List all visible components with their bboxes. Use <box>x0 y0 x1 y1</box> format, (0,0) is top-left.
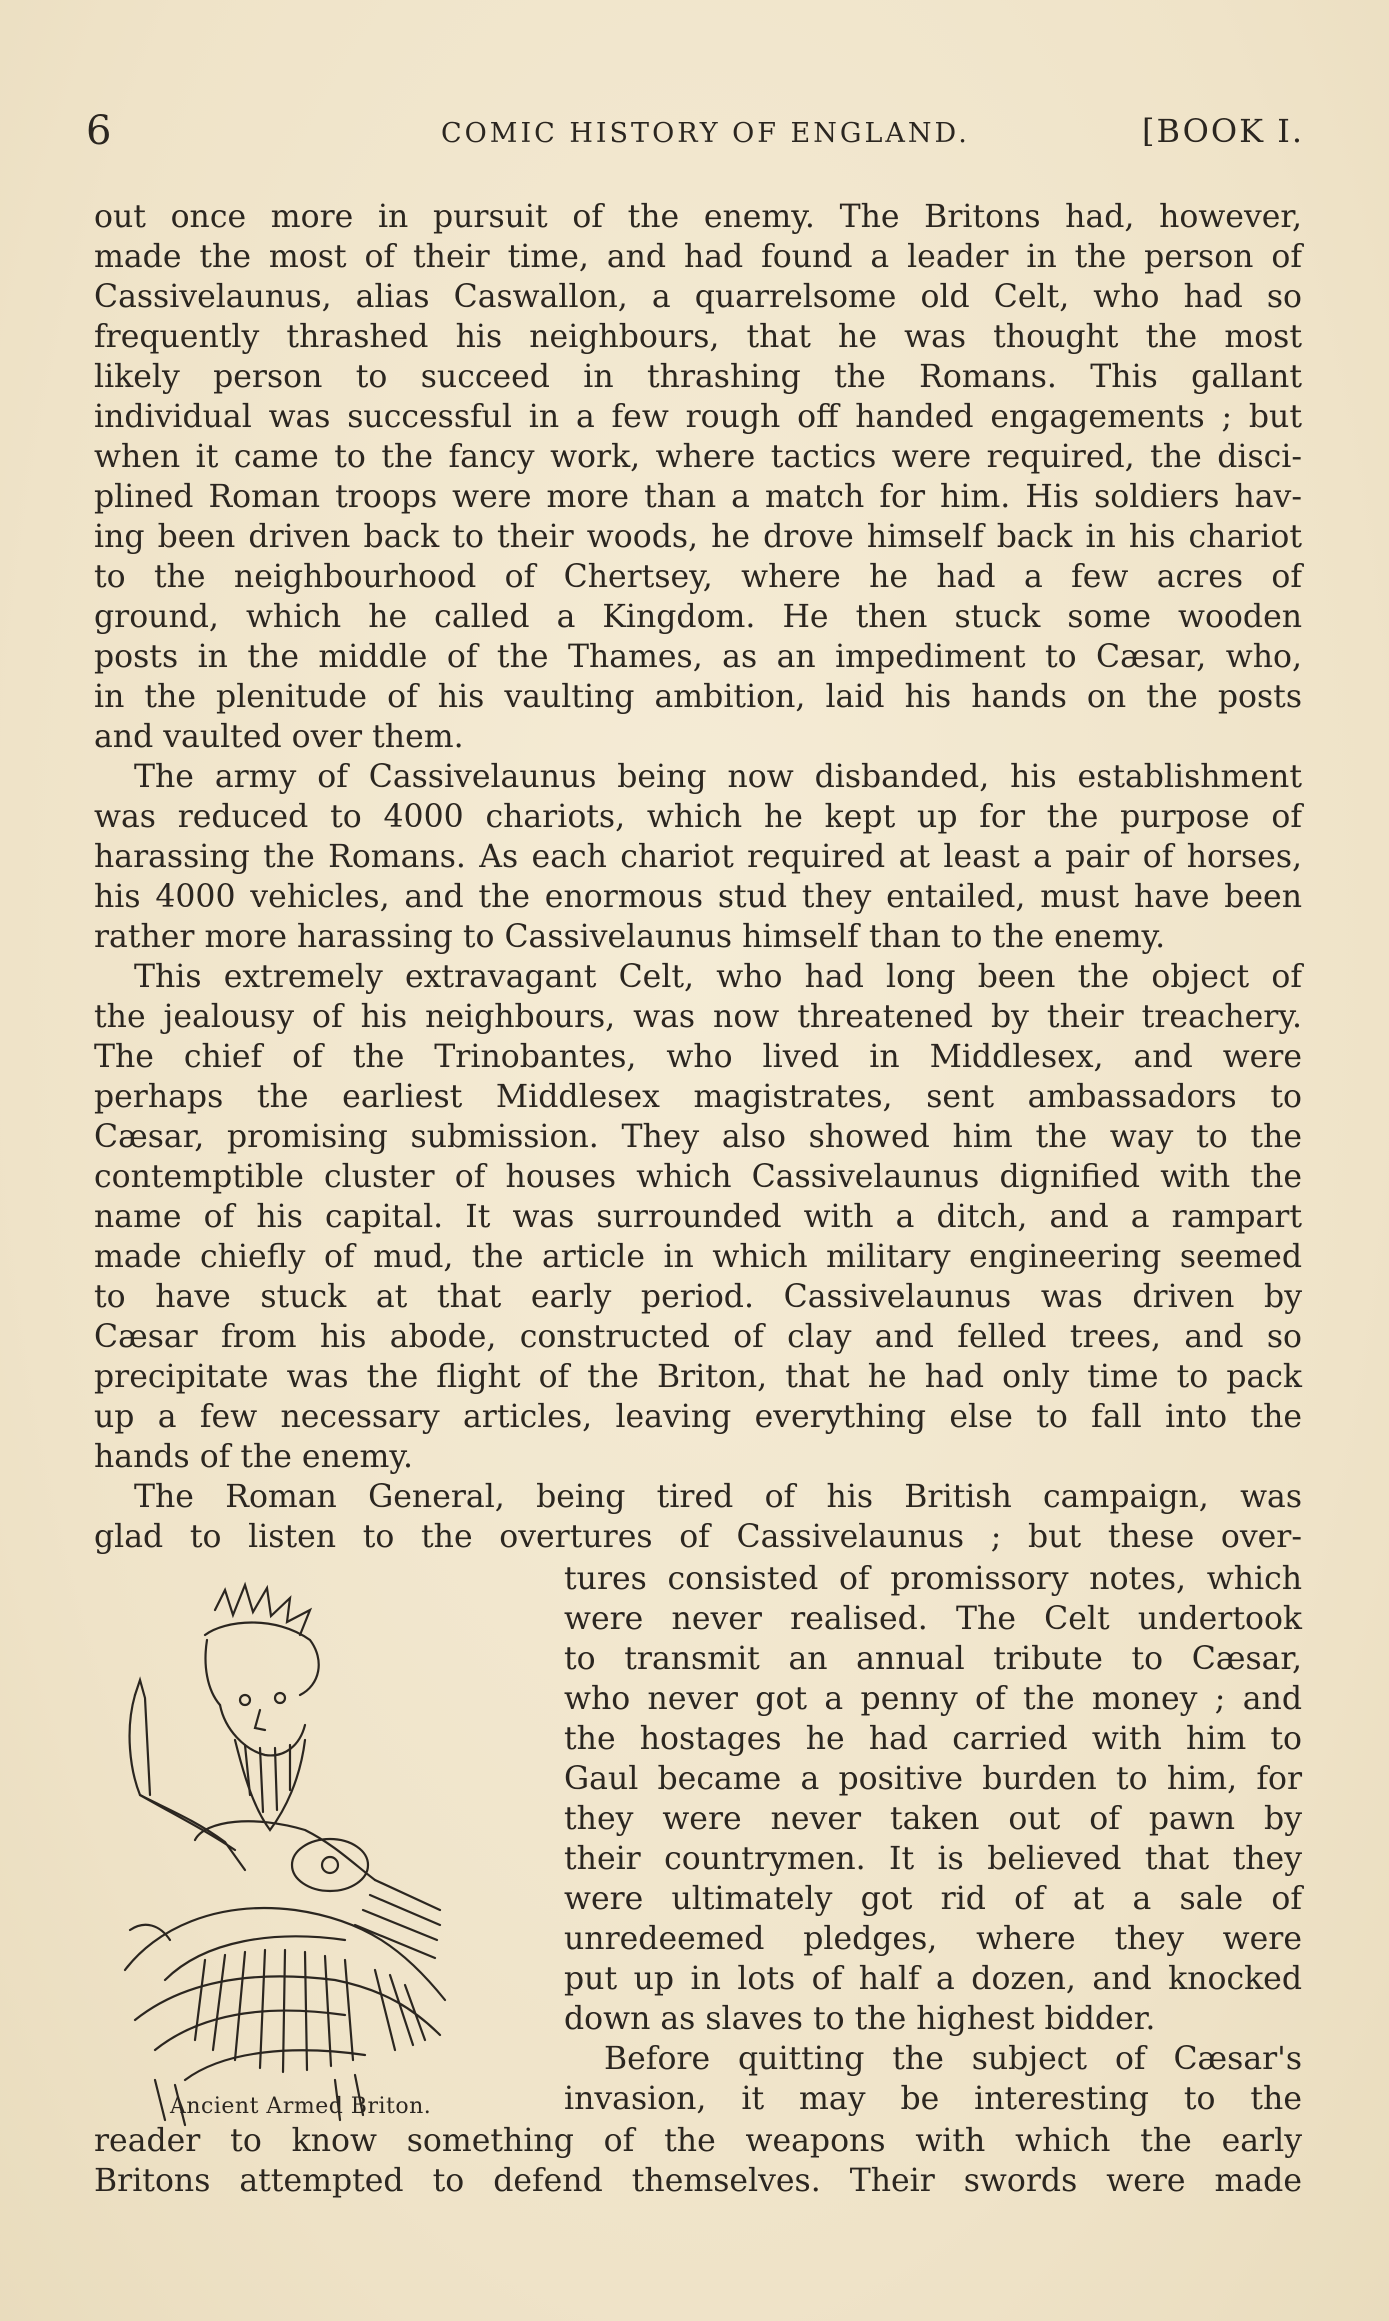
text-line: down as slaves to the highest bidder. <box>564 2001 1156 2037</box>
text-line: made chiefly of mud, the article in which military engineering seemed <box>94 1239 1302 1275</box>
ancient-armed-briton-illustration <box>95 1580 545 2140</box>
text-line: harassing the Romans. As each chariot required at least a pair of horses, <box>94 839 1302 875</box>
text-line: individual was successful in a few rough off handed engagements ; but <box>94 399 1302 435</box>
text-line: frequently thrashed his neighbours, that he was thought the most <box>94 319 1302 355</box>
text-line: invasion, it may be interesting to the <box>564 2081 1302 2117</box>
text-line: Cæsar from his abode, constructed of clay and felled trees, and so <box>94 1319 1302 1355</box>
text-line: The chief of the Trinobantes, who lived in Middlesex, and were <box>94 1039 1302 1075</box>
text-line: Cæsar, promising submission. They also showed him the way to the <box>94 1119 1302 1155</box>
text-line: tures consisted of promissory notes, which <box>564 1561 1302 1597</box>
text-line: his 4000 vehicles, and the enormous stud they entailed, must have been <box>94 879 1302 915</box>
text-line: and vaulted over them. <box>94 719 464 755</box>
text-line: they were never taken out of pawn by <box>564 1801 1302 1837</box>
text-line: likely person to succeed in thrashing the Romans. This gallant <box>94 359 1302 395</box>
text-line: out once more in pursuit of the enemy. The Britons had, however, <box>94 199 1302 235</box>
figure-caption: Ancient Armed Briton. <box>170 2094 432 2119</box>
text-line: This extremely extravagant Celt, who had long been the object of <box>134 959 1302 995</box>
text-line: put up in lots of half a dozen, and knocked <box>564 1961 1302 1997</box>
text-line: hands of the enemy. <box>94 1439 413 1475</box>
text-line: the jealousy of his neighbours, was now threatened by their treachery. <box>94 999 1302 1035</box>
text-line: Before quitting the subject of Cæsar's <box>604 2041 1302 2077</box>
text-line: were ultimately got rid of at a sale of <box>564 1881 1302 1917</box>
text-line: glad to listen to the overtures of Cassivelaunus ; but these over- <box>94 1519 1302 1555</box>
text-line: precipitate was the flight of the Briton, that he had only time to pack <box>94 1359 1302 1395</box>
text-line: ground, which he called a Kingdom. He then stuck some wooden <box>94 599 1302 635</box>
text-line: perhaps the earliest Middlesex magistrates, sent ambassadors to <box>94 1079 1302 1115</box>
text-line: when it came to the fancy work, where tactics were required, the disci- <box>94 439 1302 475</box>
text-line: in the plenitude of his vaulting ambition, laid his hands on the posts <box>94 679 1302 715</box>
text-line: contemptible cluster of houses which Cassivelaunus dignified with the <box>94 1159 1302 1195</box>
text-line: Cassivelaunus, alias Caswallon, a quarrelsome old Celt, who had so <box>94 279 1302 315</box>
running-header <box>86 108 1306 162</box>
text-line: name of his capital. It was surrounded with a ditch, and a rampart <box>94 1199 1302 1235</box>
text-line: ing been driven back to their woods, he drove himself back in his chariot <box>94 519 1302 555</box>
text-line: to the neighbourhood of Chertsey, where he had a few acres of <box>94 559 1302 595</box>
body-text-top <box>94 197 1302 1557</box>
book-marker: [BOOK I. <box>1142 112 1304 150</box>
text-line: posts in the middle of the Thames, as an impediment to Cæsar, who, <box>94 639 1302 675</box>
text-line: The Roman General, being tired of his British campaign, was <box>134 1479 1302 1515</box>
text-line: plined Roman troops were more than a match for him. His soldiers hav- <box>94 479 1302 515</box>
text-line: made the most of their time, and had found a leader in the person of <box>94 239 1302 275</box>
text-line: was reduced to 4000 chariots, which he kept up for the purpose of <box>94 799 1302 835</box>
text-line: to have stuck at that early period. Cassivelaunus was driven by <box>94 1279 1302 1315</box>
text-line: were never realised. The Celt undertook <box>564 1601 1302 1637</box>
text-line: rather more harassing to Cassivelaunus himself than to the enemy. <box>94 919 1166 955</box>
text-line: who never got a penny of the money ; and <box>564 1681 1302 1717</box>
running-title: COMIC HISTORY OF ENGLAND. <box>441 118 970 149</box>
text-line: unredeemed pledges, where they were <box>564 1921 1302 1957</box>
text-line: Gaul became a positive burden to him, for <box>564 1761 1302 1797</box>
text-line: to transmit an annual tribute to Cæsar, <box>564 1641 1302 1677</box>
body-text-beside-figure <box>564 1559 1302 2119</box>
body-text-bottom <box>94 2121 1302 2201</box>
text-line: the hostages he had carried with him to <box>564 1721 1302 1757</box>
text-line: Britons attempted to defend themselves. Their swords were made <box>94 2163 1302 2199</box>
text-line: their countrymen. It is believed that they <box>564 1841 1302 1877</box>
text-line: up a few necessary articles, leaving everything else to fall into the <box>94 1399 1302 1435</box>
text-line: reader to know something of the weapons with which the early <box>94 2123 1302 2159</box>
page-number: 6 <box>86 108 114 154</box>
text-line: The army of Cassivelaunus being now disbanded, his establishment <box>134 759 1302 795</box>
